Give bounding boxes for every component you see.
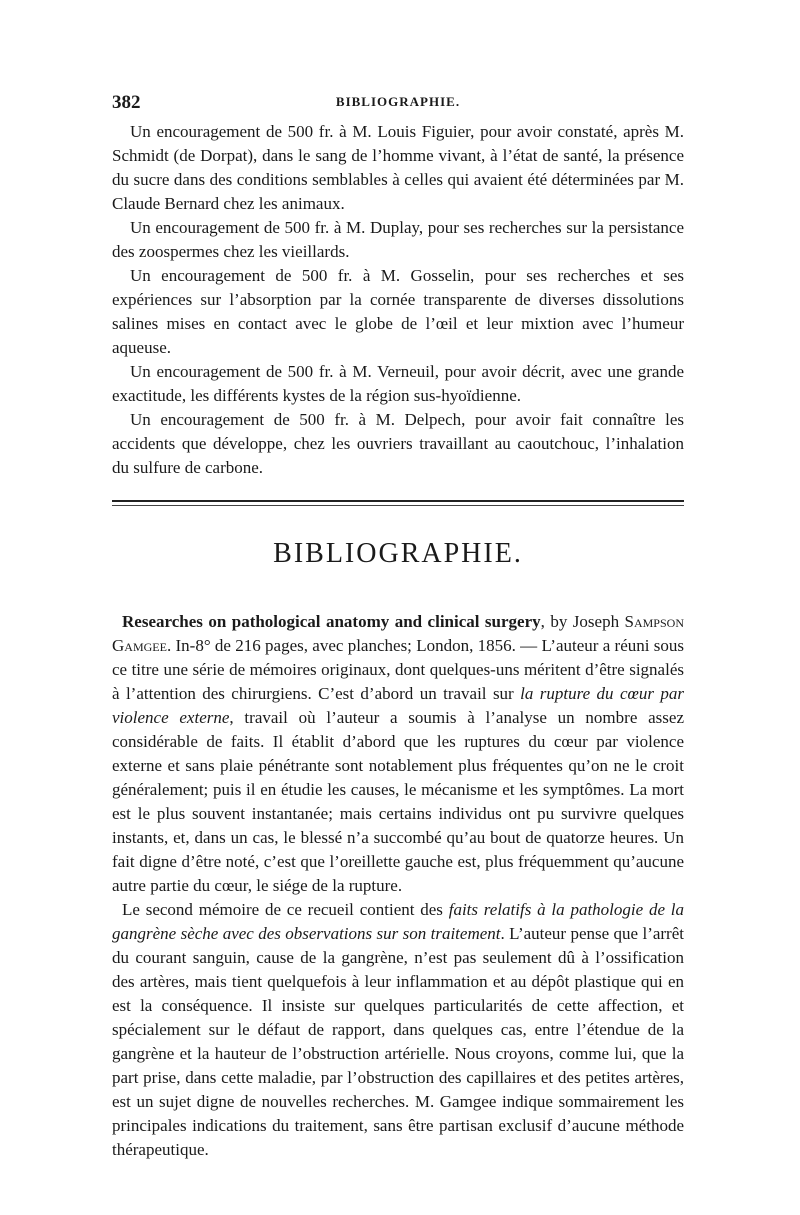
running-head: [112, 92, 684, 120]
running-title: BIBLIOGRAPHIE.: [335, 94, 461, 109]
divider-thin-rule: [112, 505, 684, 506]
review-by: , by Joseph: [540, 612, 625, 631]
paragraph-verneuil: Un encouragement de 500 fr. à M. Verneuil, pour avoir décrit, avec une grande exactitude, les différents kystes de la région sus-hyoïdienne.: [112, 362, 684, 405]
section-title: BIBLIOGRAPHIE.: [273, 538, 523, 569]
paragraph-delpech: Un encouragement de 500 fr. à M. Delpech, pour avoir fait connaître les accidents que développe, chez les ouvriers travaillant au caoutchouc, l’inhalation du sulfure de carbone.: [112, 410, 684, 477]
divider-thick-rule: [112, 500, 684, 502]
review-italic-2: faits relatifs à la pathologie de la gangrène sèche avec des observations sur son traitement: [112, 900, 685, 943]
author-name: Sampson Gamgee: [112, 612, 684, 655]
paragraph-duplay: Un encouragement de 500 fr. à M. Duplay, pour ses recherches sur la persistance des zoospermes chez les vieillards.: [112, 218, 684, 261]
review-italic-1: la rupture du cœur par violence externe: [112, 684, 684, 727]
review-paragraph-1: [112, 610, 684, 898]
review-pub-info: . In-8° de 216 pages, avec planches; London, 1856. — L’auteur a réuni sous ce titre une série de mémoires originaux, dont quelques-uns méritent d’être signalés à l’attention des chirurgiens. C’est d’abord un travail sur: [112, 636, 684, 703]
paragraph-figuier: Un encouragement de 500 fr. à M. Louis Figuier, pour avoir constaté, après M. Schmidt (de Dorpat), dans le sang de l’homme vivant, à l’état de santé, la présence du sucre dans des conditions semblables à celles qui avaient été déterminées par M. Claude Bernard chez les animaux.: [112, 122, 684, 213]
paragraph-gosselin: Un encouragement de 500 fr. à M. Gosselin, pour ses recherches et ses expériences sur l’absorption par la cornée transparente de diverses dissolutions salines mises en contact avec le globe de l’œil et leur mixtion avec l’humeur aqueuse.: [112, 266, 684, 357]
review-text-2a: Le second mémoire de ce recueil contient des: [122, 900, 449, 919]
review-text-2b: . L’auteur pense que l’arrêt du courant sanguin, cause de la gangrène, n’est pas seulement dû à l’ossification des artères, mais tient quelquefois à leur inflammation et au dépôt plastique qui en est la conséquence. Il insiste sur quelques particularités de cette affection, et spécialement sur le défaut de rapport, dans quelques cas, entre l’étendue de la gangrène et la hauteur de l’obstruction artérielle. Nous croyons, comme lui, que la part prise, dans cette maladie, par l’obstruction des capillaires et des petites artères, est un sujet digne de nouvelles recherches. M. Gamgee indique sommairement les principales indications du traitement, sans être partisan exclusif d’aucune méthode thérapeutique.: [112, 924, 684, 1159]
section-divider: [112, 500, 684, 508]
page: [112, 92, 684, 1162]
book-title: Researches on pathological anatomy and clinical surgery: [122, 612, 541, 631]
review-paragraph-2: [112, 898, 684, 1162]
review-text-1: , travail où l’auteur a soumis à l’analyse un nombre assez considérable de faits. Il établit d’abord que les ruptures du cœur par violence externe et sans plaie pénétrante sont notablement plus fréquentes qu’on ne le croit généralement; puis il en étudie les causes, le mécanisme et les symptômes. La mort est le plus souvent instantanée; mais certains individus ont pu survivre quelques instants, et, dans un cas, le blessé n’a succombé qu’au bout de quatorze heures. Un fait digne d’être noté, c’est que l’oreillette gauche est, plus fréquemment qu’aucune autre partie du cœur, le siége de la rupture.: [112, 708, 684, 895]
page-number: 382: [112, 92, 141, 113]
